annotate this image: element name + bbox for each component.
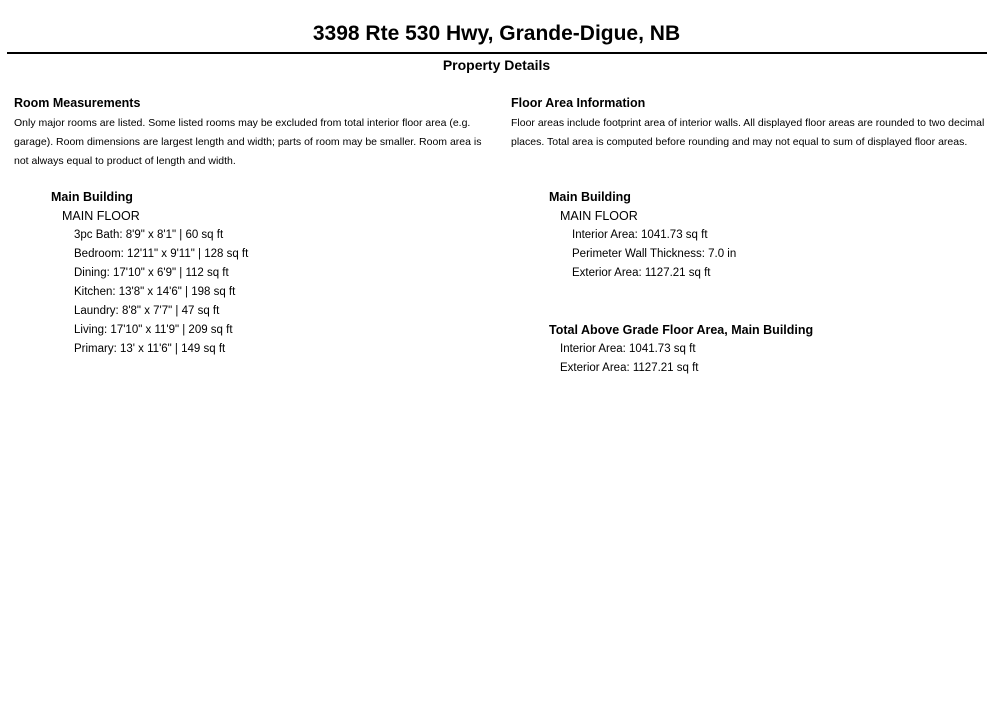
total-area-details: [560, 340, 699, 378]
floor-area-row: Exterior Area: 1127.21 sq ft: [572, 267, 711, 279]
floor-area-details: [572, 226, 736, 283]
room-measurements-section: [14, 95, 492, 171]
room-row: Dining: 17'10" x 6'9" | 112 sq ft: [74, 267, 229, 279]
room-row: Primary: 13' x 11'6" | 149 sq ft: [74, 343, 226, 355]
room-row: Bedroom: 12'11" x 9'11" | 128 sq ft: [74, 248, 249, 260]
room-row: 3pc Bath: 8'9" x 8'1" | 60 sq ft: [74, 229, 224, 241]
room-list: [74, 226, 248, 359]
page-subtitle: Property Details: [442, 57, 551, 73]
total-area-row: Exterior Area: 1127.21 sq ft: [560, 362, 699, 374]
room-measurements-note: Only major rooms are listed. Some listed rooms may be excluded from total interior floor area (e.g. garage). Room dimensions are largest length and width; parts of room may be smaller. Room area is not always equal to product of length and width.: [14, 117, 482, 167]
room-measurements-heading: Room Measurements: [14, 96, 141, 110]
floor-area-heading: Floor Area Information: [511, 96, 646, 110]
floor-area-section: [511, 95, 995, 152]
floor-area-building: Main Building: [549, 190, 631, 204]
title-divider: [7, 52, 987, 54]
room-measurements-floor: MAIN FLOOR: [62, 209, 140, 223]
room-row: Laundry: 8'8" x 7'7" | 47 sq ft: [74, 305, 220, 317]
floor-area-row: Perimeter Wall Thickness: 7.0 in: [572, 248, 737, 260]
total-area-row: Interior Area: 1041.73 sq ft: [560, 343, 696, 355]
room-row: Kitchen: 13'8" x 14'6" | 198 sq ft: [74, 286, 236, 298]
total-area-heading: Total Above Grade Floor Area, Main Building: [549, 323, 814, 337]
floor-area-floor: MAIN FLOOR: [560, 209, 638, 223]
floor-area-row: Interior Area: 1041.73 sq ft: [572, 229, 708, 241]
room-row: Living: 17'10" x 11'9" | 209 sq ft: [74, 324, 233, 336]
room-measurements-building: Main Building: [51, 190, 133, 204]
floor-area-note: Floor areas include footprint area of interior walls. All displayed floor areas are rounded to two decimal places. Total area is computed before rounding and may not equal to sum of displayed floor areas.: [511, 117, 985, 148]
page-title: 3398 Rte 530 Hwy, Grande-Digue, NB: [312, 22, 681, 45]
